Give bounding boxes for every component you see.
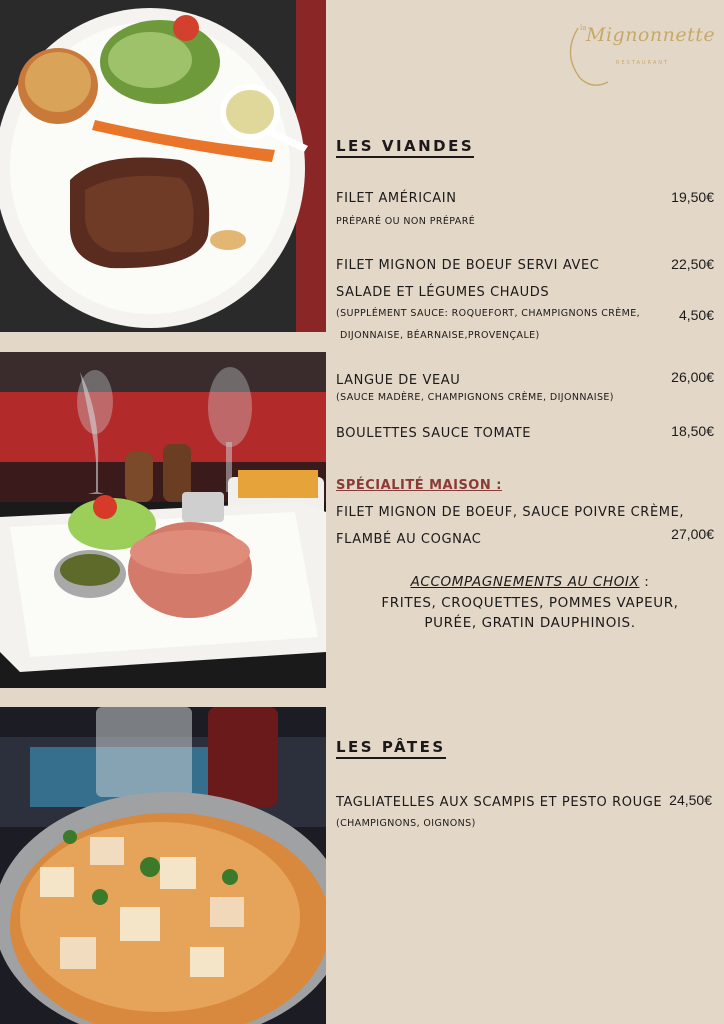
item-name-boulettes: BOULETTES SAUCE TOMATE bbox=[336, 426, 532, 441]
item-note-filet-mignon-line2: DIJONNAISE, BÉARNAISE,PROVENÇALE) bbox=[340, 330, 540, 341]
item-name-tagliatelles: TAGLIATELLES AUX SCAMPIS ET PESTO ROUGE bbox=[336, 795, 663, 810]
photo-column bbox=[0, 0, 326, 1024]
item-price-filet-mignon: 22,50€ bbox=[671, 256, 714, 272]
steak-plate-photo bbox=[0, 0, 326, 332]
item-name-filet-mignon-line2: SALADE ET LÉGUMES CHAUDS bbox=[336, 285, 550, 300]
restaurant-logo bbox=[564, 20, 716, 90]
item-note-tagliatelles: (CHAMPIGNONS, OIGNONS) bbox=[336, 818, 476, 829]
section-title-viandes: LES VIANDES bbox=[336, 137, 474, 158]
special-label: SPÉCIALITÉ MAISON : bbox=[336, 478, 502, 493]
accompagnements-line2: PURÉE, GRATIN DAUPHINOIS. bbox=[424, 615, 636, 631]
accompagnements-title-row bbox=[336, 574, 724, 590]
item-extra-price-sauce: 4,50€ bbox=[678, 307, 714, 323]
item-note-filet-mignon-line1: (SUPPLÉMENT SAUCE: ROQUEFORT, CHAMPIGNONS CRÈME, bbox=[336, 308, 641, 319]
accompagnements-line1: FRITES, CROQUETTES, POMMES VAPEUR, bbox=[381, 595, 679, 611]
accompagnements-colon: : bbox=[639, 574, 650, 590]
item-name-filet-americain: FILET AMÉRICAIN bbox=[336, 191, 457, 206]
accompagnements-title: ACCOMPAGNEMENTS AU CHOIX bbox=[410, 574, 640, 590]
section-title-pates: LES PÂTES bbox=[336, 738, 446, 759]
filet-americain-photo bbox=[0, 352, 326, 688]
item-name-langue-de-veau: LANGUE DE VEAU bbox=[336, 373, 461, 388]
special-line1: FILET MIGNON DE BOEUF, SAUCE POIVRE CRÈME, bbox=[336, 505, 685, 520]
item-price-boulettes: 18,50€ bbox=[671, 423, 714, 439]
special-line2: FLAMBÉ AU COGNAC bbox=[336, 532, 482, 547]
logo-name: Mignonnette bbox=[586, 24, 716, 46]
item-price-filet-americain: 19,50€ bbox=[671, 189, 714, 205]
item-price-tagliatelles: 24,50€ bbox=[669, 792, 712, 808]
item-note-langue-de-veau: (SAUCE MADÈRE, CHAMPIGNONS CRÈME, DIJONNAISE) bbox=[336, 392, 614, 403]
logo-prefix: la bbox=[580, 24, 587, 32]
item-price-langue-de-veau: 26,00€ bbox=[671, 369, 714, 385]
item-note-filet-americain: PRÉPARÉ OU NON PRÉPARÉ bbox=[336, 216, 476, 227]
menu-panel bbox=[336, 0, 724, 1024]
item-name-filet-mignon-line1: FILET MIGNON DE BOEUF SERVI AVEC bbox=[336, 258, 600, 273]
pasta-scampis-photo bbox=[0, 707, 326, 1024]
logo-subtitle: RESTAURANT bbox=[616, 60, 670, 66]
special-price: 27,00€ bbox=[671, 526, 714, 542]
